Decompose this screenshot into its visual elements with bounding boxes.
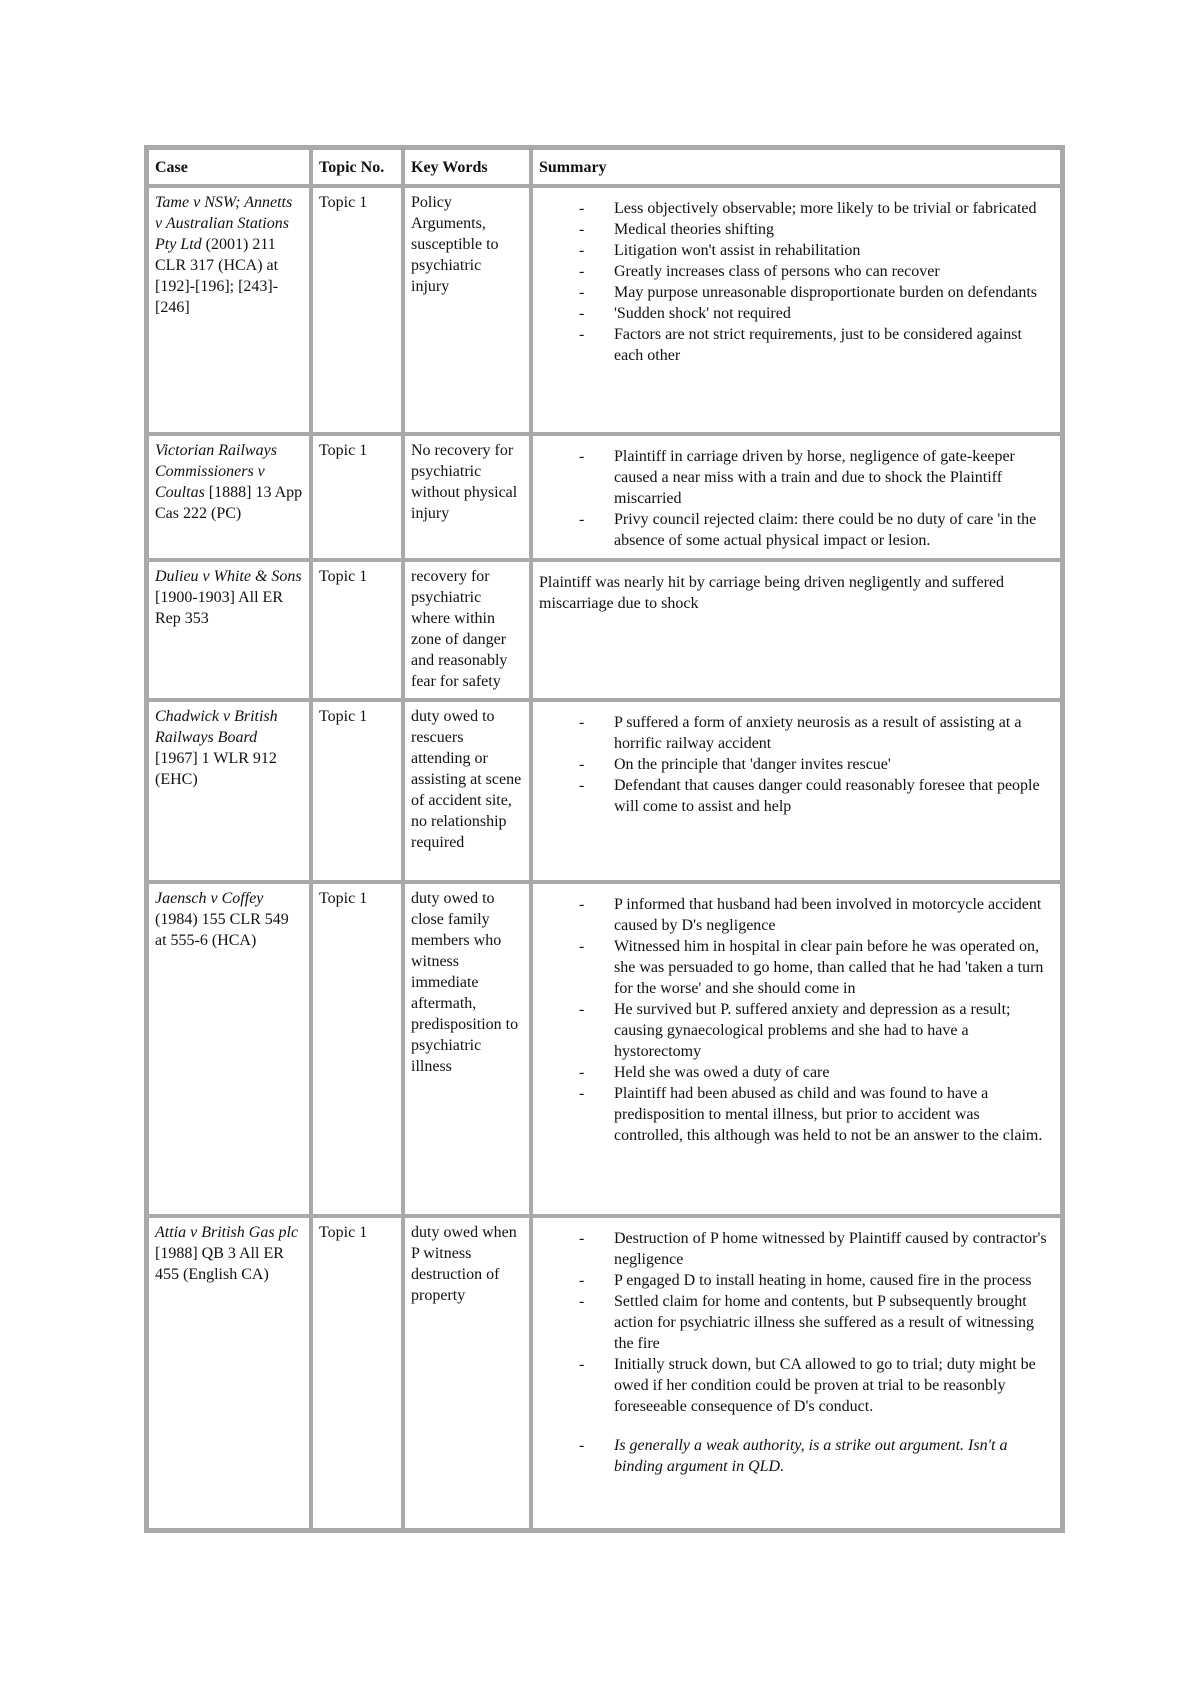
topic-number: Topic 1 [311,434,403,560]
summary-point: - Litigation won't assist in rehabilitation [539,240,1054,261]
case-name [147,186,311,434]
summary-point: - Destruction of P home witnessed by Plaintiff caused by contractor's negligence [539,1228,1054,1270]
case-citation: [1988] QB 3 All ER 455 (English CA) [155,1245,284,1283]
summary-point: - May purpose unreasonable disproportionate burden on defendants [539,282,1054,303]
summary [531,882,1062,1216]
case-table [144,145,1065,1533]
topic-number: Topic 1 [311,560,403,700]
summary [531,1216,1062,1530]
header-topic: Topic No. [311,148,403,186]
summary [531,560,1062,700]
topic-number: Topic 1 [311,186,403,434]
table-row [147,882,1062,1216]
case-title: Jaensch v Coffey [155,890,264,907]
case-title: Attia v British Gas plc [155,1224,299,1241]
case-name [147,434,311,560]
header-summary: Summary [531,148,1062,186]
case-citation: (1984) 155 CLR 549 at 555-6 (HCA) [155,911,289,949]
summary-point: - P informed that husband had been involved in motorcycle accident caused by D's negligence [539,894,1054,936]
summary-point: - Defendant that causes danger could reasonably foresee that people will come to assist and help [539,775,1054,817]
summary-point: - Privy council rejected claim: there could be no duty of care 'in the absence of some actual physical impact or lesion. [539,509,1054,551]
summary-point: - Plaintiff had been abused as child and was found to have a predisposition to mental illness, but prior to accident was controlled, this although was held to not be an answer to the claim. [539,1083,1054,1146]
summary-point: - Factors are not strict requirements, just to be considered against each other [539,324,1054,366]
summary-point: - P engaged D to install heating in home, caused fire in the process [539,1270,1054,1291]
case-citation: [1967] 1 WLR 912 (EHC) [155,750,277,788]
summary-point: - Medical theories shifting [539,219,1054,240]
case-title: Tame v NSW; Annetts v Australian Stations Pty Ltd [155,194,293,253]
summary [531,434,1062,560]
key-words: Policy Arguments, susceptible to psychiatric injury [403,186,531,434]
case-name [147,560,311,700]
summary-note: - Is generally a weak authority, is a strike out argument. Isn't a binding argument in QLD. [539,1435,1054,1477]
summary [531,186,1062,434]
header-row [147,148,1062,186]
topic-number: Topic 1 [311,882,403,1216]
summary-point: - He survived but P. suffered anxiety and depression as a result; causing gynaecological problems and she had to have a hystorectomy [539,999,1054,1062]
summary-point: - Less objectively observable; more likely to be trivial or fabricated [539,198,1054,219]
header-case: Case [147,148,311,186]
summary-point: - Settled claim for home and contents, but P subsequently brought action for psychiatric illness she suffered as a result of witnessing the fire [539,1291,1054,1354]
key-words: recovery for psychiatric where within zone of danger and reasonably fear for safety [403,560,531,700]
topic-number: Topic 1 [311,700,403,882]
summary-point: - Held she was owed a duty of care [539,1062,1054,1083]
table-row [147,700,1062,882]
summary-point: - P suffered a form of anxiety neurosis as a result of assisting at a horrific railway accident [539,712,1054,754]
key-words: duty owed to close family members who witness immediate aftermath, predisposition to psychiatric illness [403,882,531,1216]
case-citation: [1900-1903] All ER Rep 353 [155,589,283,627]
key-words: duty owed to rescuers attending or assisting at scene of accident site, no relationship required [403,700,531,882]
key-words: duty owed when P witness destruction of property [403,1216,531,1530]
summary [531,700,1062,882]
case-name [147,700,311,882]
case-title: Chadwick v British Railways Board [155,708,278,746]
summary-point: - Plaintiff in carriage driven by horse, negligence of gate-keeper caused a near miss with a train and due to shock the Plaintiff miscarried [539,446,1054,509]
topic-number: Topic 1 [311,1216,403,1530]
table-row [147,186,1062,434]
case-title: Dulieu v White & Sons [155,568,302,585]
case-citation: (2001) 211 CLR 317 (HCA) at [192]-[196]; [243]-[246] [155,236,279,316]
case-name [147,882,311,1216]
case-title: Victorian Railways Commissioners v Coultas [155,442,277,501]
summary-point: - 'Sudden shock' not required [539,303,1054,324]
table-row [147,434,1062,560]
header-keywords: Key Words [403,148,531,186]
case-citation: [1888] 13 App Cas 222 (PC) [155,484,303,522]
summary-point: - Initially struck down, but CA allowed to go to trial; duty might be owed if her condition could be proven at trial to be reasonbly foreseeable consequence of D's conduct. [539,1354,1054,1417]
case-name [147,1216,311,1530]
summary-point: - On the principle that 'danger invites rescue' [539,754,1054,775]
summary-text: Plaintiff was nearly hit by carriage being driven negligently and suffered miscarriage due to shock [539,574,1005,612]
table-row [147,1216,1062,1530]
case-table-container [144,145,1059,1533]
summary-point: - Greatly increases class of persons who can recover [539,261,1054,282]
summary-point: - Witnessed him in hospital in clear pain before he was operated on, she was persuaded to go home, than called that he had 'taken a turn for the worse' and she should come in [539,936,1054,999]
table-row [147,560,1062,700]
key-words: No recovery for psychiatric without physical injury [403,434,531,560]
